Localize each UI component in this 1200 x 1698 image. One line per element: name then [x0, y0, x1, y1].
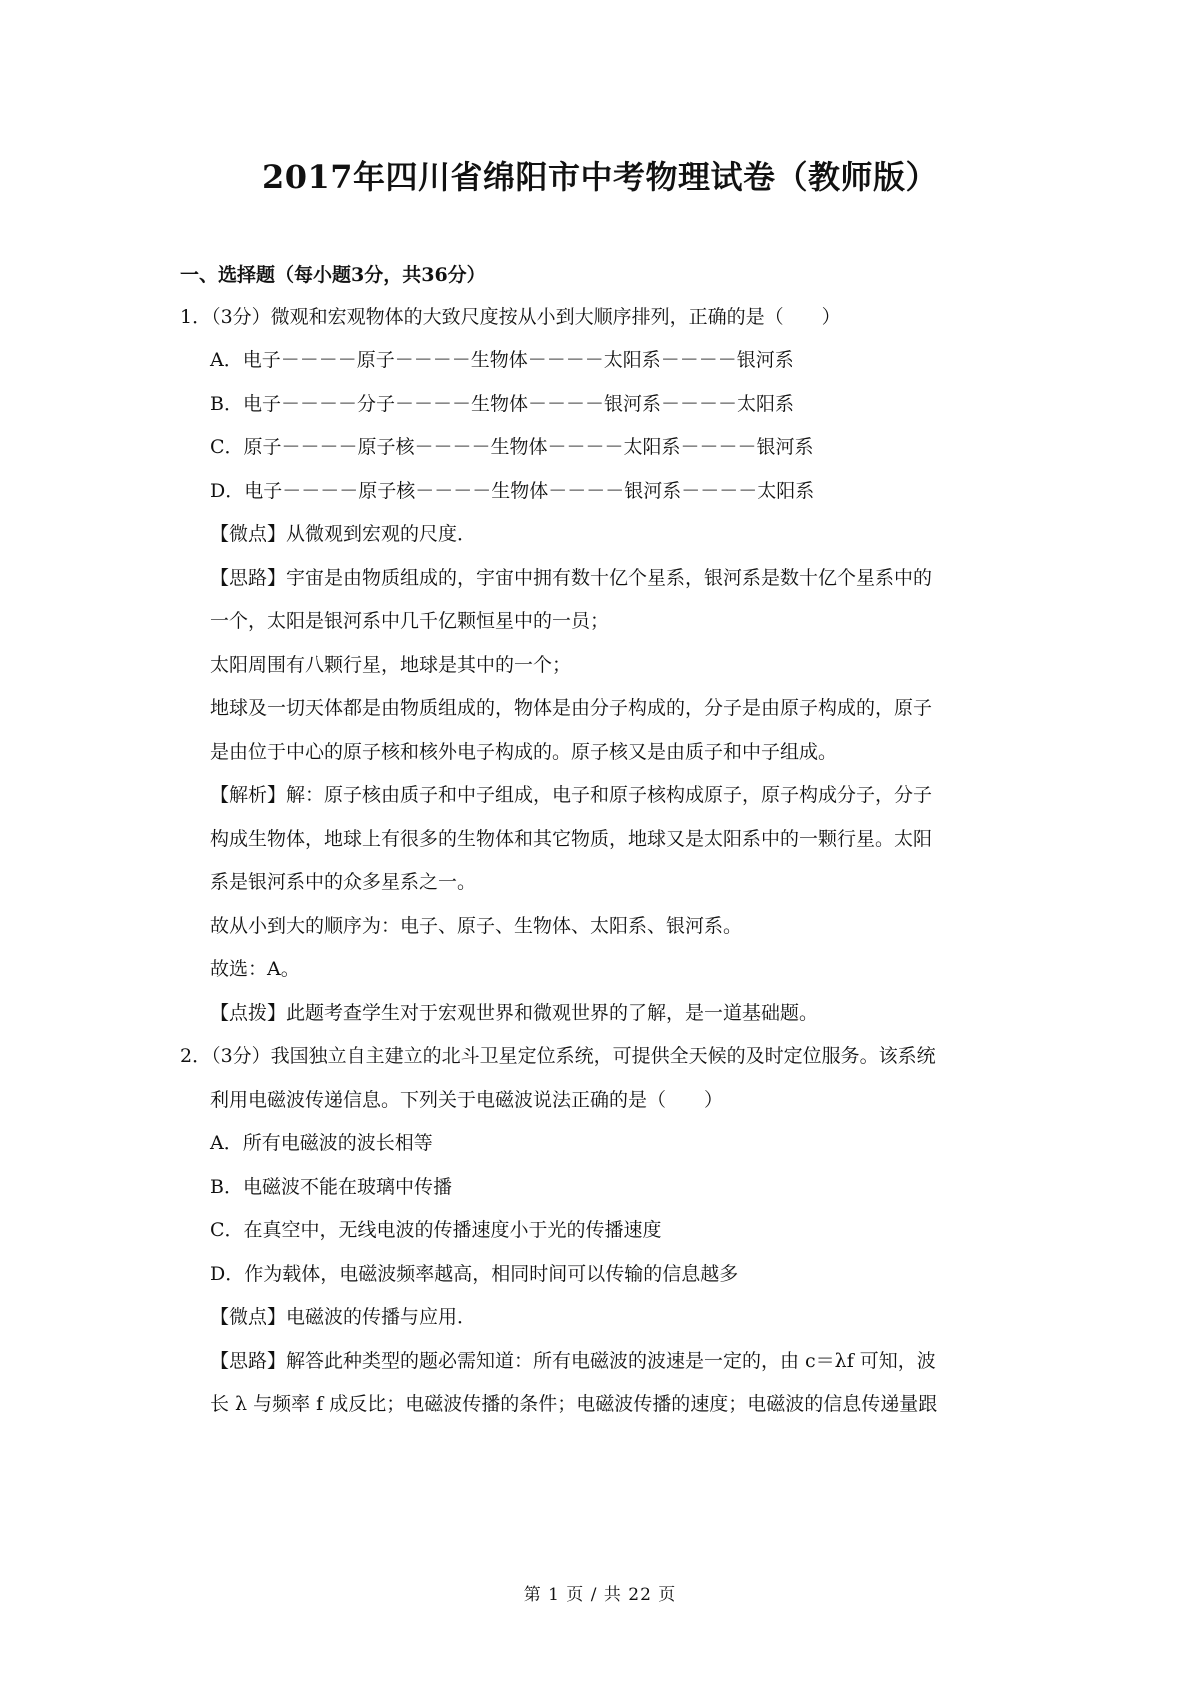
- question-2-idea-line: 【思路】解答此种类型的题必需知道：所有电磁波的波速是一定的，由 c＝λf 可知，波: [210, 1350, 936, 1372]
- question-2-idea-line: 长 λ 与频率 f 成反比；电磁波传播的条件；电磁波传播的速度；电磁波的信息传递量跟: [210, 1393, 938, 1415]
- question-1-tip: 【点拨】此题考查学生对于宏观世界和微观世界的了解，是一道基础题。: [210, 1002, 819, 1024]
- question-1-analysis-line: 故从小到大的顺序为：电子、原子、生物体、太阳系、银河系。: [210, 915, 743, 937]
- question-1-option-b: B．电子－－－－分子－－－－生物体－－－－银河系－－－－太阳系: [210, 393, 794, 415]
- question-2-stem-line: 利用电磁波传递信息。下列关于电磁波说法正确的是（ ）: [210, 1089, 724, 1111]
- question-2-option-a: A．所有电磁波的波长相等: [210, 1132, 433, 1154]
- question-1-idea-line: 是由位于中心的原子核和核外电子构成的。原子核又是由质子和中子组成。: [210, 741, 838, 763]
- question-2-stem-line: 2．（3分）我国独立自主建立的北斗卫星定位系统，可提供全天候的及时定位服务。该系统: [180, 1045, 936, 1067]
- question-1-analysis-line: 【解析】解：原子核由质子和中子组成，电子和原子核构成原子，原子构成分子，分子: [210, 784, 933, 806]
- section-heading: 一、选择题（每小题3分，共36分）: [180, 264, 486, 286]
- question-1-idea-line: 地球及一切天体都是由物质组成的，物体是由分子构成的，分子是由原子构成的，原子: [210, 697, 933, 719]
- question-1-answer: 故选：A。: [210, 958, 300, 980]
- question-1-analysis-line: 构成生物体，地球上有很多的生物体和其它物质，地球又是太阳系中的一颗行星。太阳: [210, 828, 933, 850]
- question-2-option-d: D．作为载体，电磁波频率越高，相同时间可以传输的信息越多: [210, 1263, 739, 1285]
- question-1-idea-line: 【思路】宇宙是由物质组成的，宇宙中拥有数十亿个星系，银河系是数十亿个星系中的: [210, 567, 933, 589]
- question-1-analysis-line: 系是银河系中的众多星系之一。: [210, 871, 477, 893]
- page-title: 2017年四川省绵阳市中考物理试卷（教师版）: [261, 158, 939, 196]
- question-2-option-c: C．在真空中，无线电波的传播速度小于光的传播速度: [210, 1219, 662, 1241]
- question-1-option-c: C．原子－－－－原子核－－－－生物体－－－－太阳系－－－－银河系: [210, 436, 814, 458]
- question-1-stem: 1．（3分）微观和宏观物体的大致尺度按从小到大顺序排列，正确的是（ ）: [180, 306, 841, 328]
- question-2-option-b: B．电磁波不能在玻璃中传播: [210, 1176, 452, 1198]
- question-1-option-a: A．电子－－－－原子－－－－生物体－－－－太阳系－－－－银河系: [210, 349, 794, 371]
- question-1-idea-line: 一个，太阳是银河系中几千亿颗恒星中的一员；: [210, 610, 610, 632]
- page-footer: 第 1 页 / 共 22 页: [523, 1585, 677, 1605]
- question-1-option-d: D．电子－－－－原子核－－－－生物体－－－－银河系－－－－太阳系: [210, 480, 815, 502]
- question-2-point: 【微点】电磁波的传播与应用．: [210, 1306, 477, 1328]
- question-1-idea-line: 太阳周围有八颗行星，地球是其中的一个；: [210, 654, 572, 676]
- question-1-point: 【微点】从微观到宏观的尺度．: [210, 523, 477, 545]
